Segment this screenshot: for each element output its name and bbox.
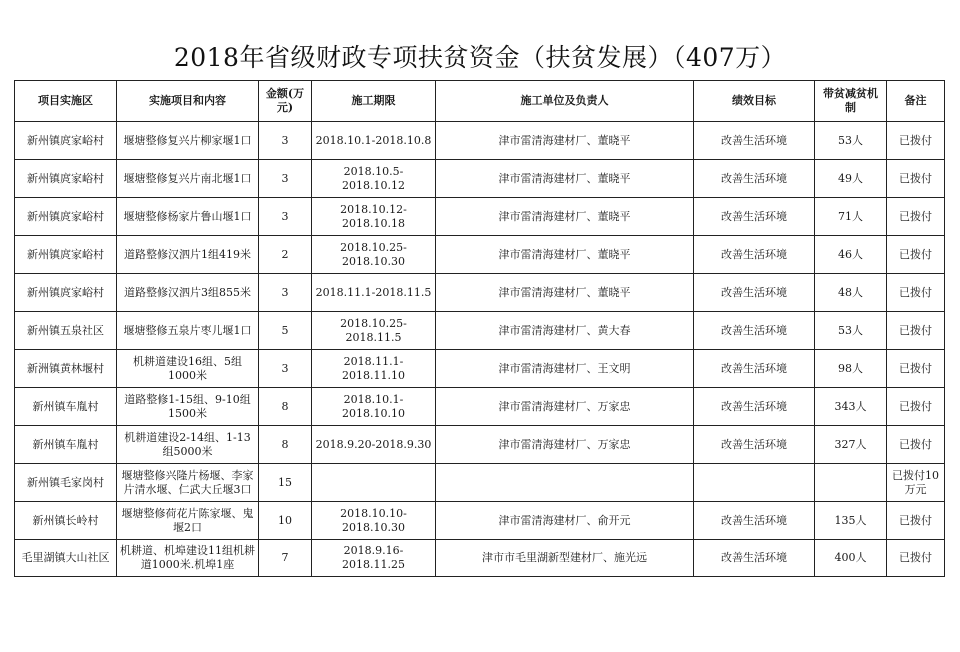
funding-table [14,80,945,577]
header-remark: 备注 [887,81,945,122]
cell-area: 新州镇车胤村 [15,388,117,426]
cell-amount: 3 [259,198,312,236]
document-title: 2018年省级财政专项扶贫资金（扶贫发展）（407万） [173,43,787,72]
cell-project: 道路整修1-15组、9-10组1500米 [117,388,259,426]
table-row [15,540,945,577]
cell-period: 2018.11.1-2018.11.10 [312,350,436,388]
cell-contractor: 津市雷清海建材厂、董晓平 [436,236,694,274]
cell-remark: 已拨付 [887,122,945,160]
cell-area: 新州镇庹家峪村 [15,274,117,312]
cell-period: 2018.10.5-2018.10.12 [312,160,436,198]
cell-mechanism: 49人 [815,160,887,198]
cell-project: 堰塘整修复兴片南北堰1口 [117,160,259,198]
cell-period: 2018.9.16-2018.11.25 [312,540,436,577]
cell-amount: 10 [259,502,312,540]
cell-remark: 已拨付 [887,198,945,236]
cell-area: 新州镇五泉社区 [15,312,117,350]
cell-amount: 8 [259,388,312,426]
cell-period: 2018.10.1-2018.10.8 [312,122,436,160]
table-row [15,236,945,274]
cell-area: 新州镇庹家峪村 [15,122,117,160]
cell-remark: 已拨付 [887,350,945,388]
cell-project: 机耕道建设2-14组、1-13组5000米 [117,426,259,464]
cell-goal: 改善生活环境 [694,160,815,198]
cell-project: 堰塘整修兴隆片杨堰、李家片清水堰、仁武大丘堰3口 [117,464,259,502]
header-area: 项目实施区 [15,81,117,122]
cell-mechanism: 400人 [815,540,887,577]
cell-period: 2018.10.1-2018.10.10 [312,388,436,426]
header-amount: 金额(万元) [259,81,312,122]
cell-area: 毛里湖镇大山社区 [15,540,117,577]
cell-period [312,464,436,502]
cell-remark: 已拨付 [887,502,945,540]
table-row [15,274,945,312]
cell-goal: 改善生活环境 [694,350,815,388]
table-row [15,502,945,540]
cell-amount: 3 [259,350,312,388]
cell-amount: 8 [259,426,312,464]
cell-project: 堰塘整修复兴片柳家堰1口 [117,122,259,160]
cell-goal: 改善生活环境 [694,426,815,464]
cell-project: 机耕道、机埠建设11组机耕道1000米.机埠1座 [117,540,259,577]
table-row [15,464,945,502]
header-goal: 绩效目标 [694,81,815,122]
cell-amount: 3 [259,274,312,312]
cell-period: 2018.11.1-2018.11.5 [312,274,436,312]
header-period: 施工期限 [312,81,436,122]
cell-mechanism: 46人 [815,236,887,274]
header-project: 实施项目和内容 [117,81,259,122]
cell-mechanism: 343人 [815,388,887,426]
cell-goal: 改善生活环境 [694,540,815,577]
cell-project: 堰塘整修荷花片陈家堰、鬼堰2口 [117,502,259,540]
table-row [15,426,945,464]
cell-amount: 3 [259,160,312,198]
cell-period: 2018.10.25-2018.11.5 [312,312,436,350]
cell-goal: 改善生活环境 [694,236,815,274]
cell-contractor: 津市雷清海建材厂、黄大春 [436,312,694,350]
cell-mechanism: 98人 [815,350,887,388]
cell-period: 2018.9.20-2018.9.30 [312,426,436,464]
cell-project: 机耕道建设16组、5组1000米 [117,350,259,388]
cell-mechanism: 71人 [815,198,887,236]
cell-contractor: 津市市毛里湖新型建材厂、施光远 [436,540,694,577]
cell-contractor: 津市雷清海建材厂、万家忠 [436,426,694,464]
header-row [15,81,945,122]
cell-amount: 3 [259,122,312,160]
header-contractor: 施工单位及负责人 [436,81,694,122]
cell-goal [694,464,815,502]
cell-remark: 已拨付 [887,236,945,274]
table-row [15,198,945,236]
cell-period: 2018.10.12-2018.10.18 [312,198,436,236]
table-row [15,160,945,198]
cell-mechanism: 327人 [815,426,887,464]
cell-contractor: 津市雷清海建材厂、董晓平 [436,160,694,198]
cell-area: 新州镇庹家峪村 [15,160,117,198]
cell-amount: 15 [259,464,312,502]
cell-mechanism: 53人 [815,122,887,160]
cell-period: 2018.10.25-2018.10.30 [312,236,436,274]
cell-goal: 改善生活环境 [694,274,815,312]
cell-project: 堰塘整修五泉片枣儿堰1口 [117,312,259,350]
table-row [15,350,945,388]
cell-goal: 改善生活环境 [694,388,815,426]
cell-mechanism: 53人 [815,312,887,350]
cell-area: 新州镇毛家岗村 [15,464,117,502]
cell-remark: 已拨付 [887,160,945,198]
cell-remark: 已拨付 [887,540,945,577]
cell-contractor: 津市雷清海建材厂、王文明 [436,350,694,388]
cell-mechanism: 48人 [815,274,887,312]
cell-area: 新州镇庹家峪村 [15,198,117,236]
cell-contractor: 津市雷清海建材厂、董晓平 [436,198,694,236]
cell-project: 道路整修汉泗片3组855米 [117,274,259,312]
cell-remark: 已拨付 [887,426,945,464]
table-row [15,388,945,426]
cell-goal: 改善生活环境 [694,198,815,236]
cell-goal: 改善生活环境 [694,122,815,160]
cell-contractor: 津市雷清海建材厂、董晓平 [436,122,694,160]
cell-contractor: 津市雷清海建材厂、俞开元 [436,502,694,540]
header-mechanism: 带贫减贫机制 [815,81,887,122]
cell-area: 新洲镇黄林堰村 [15,350,117,388]
cell-area: 新州镇庹家峪村 [15,236,117,274]
cell-project: 堰塘整修杨家片鲁山堰1口 [117,198,259,236]
cell-contractor: 津市雷清海建材厂、万家忠 [436,388,694,426]
cell-goal: 改善生活环境 [694,502,815,540]
cell-goal: 改善生活环境 [694,312,815,350]
cell-remark: 已拨付 [887,312,945,350]
cell-area: 新州镇长岭村 [15,502,117,540]
table-row [15,122,945,160]
cell-remark: 已拨付 [887,274,945,312]
table-row [15,312,945,350]
cell-area: 新州镇车胤村 [15,426,117,464]
cell-amount: 5 [259,312,312,350]
cell-contractor: 津市雷清海建材厂、董晓平 [436,274,694,312]
cell-remark: 已拨付10万元 [887,464,945,502]
cell-remark: 已拨付 [887,388,945,426]
cell-project: 道路整修汉泗片1组419米 [117,236,259,274]
cell-mechanism: 135人 [815,502,887,540]
cell-amount: 2 [259,236,312,274]
cell-contractor [436,464,694,502]
cell-amount: 7 [259,540,312,577]
cell-mechanism [815,464,887,502]
cell-period: 2018.10.10-2018.10.30 [312,502,436,540]
